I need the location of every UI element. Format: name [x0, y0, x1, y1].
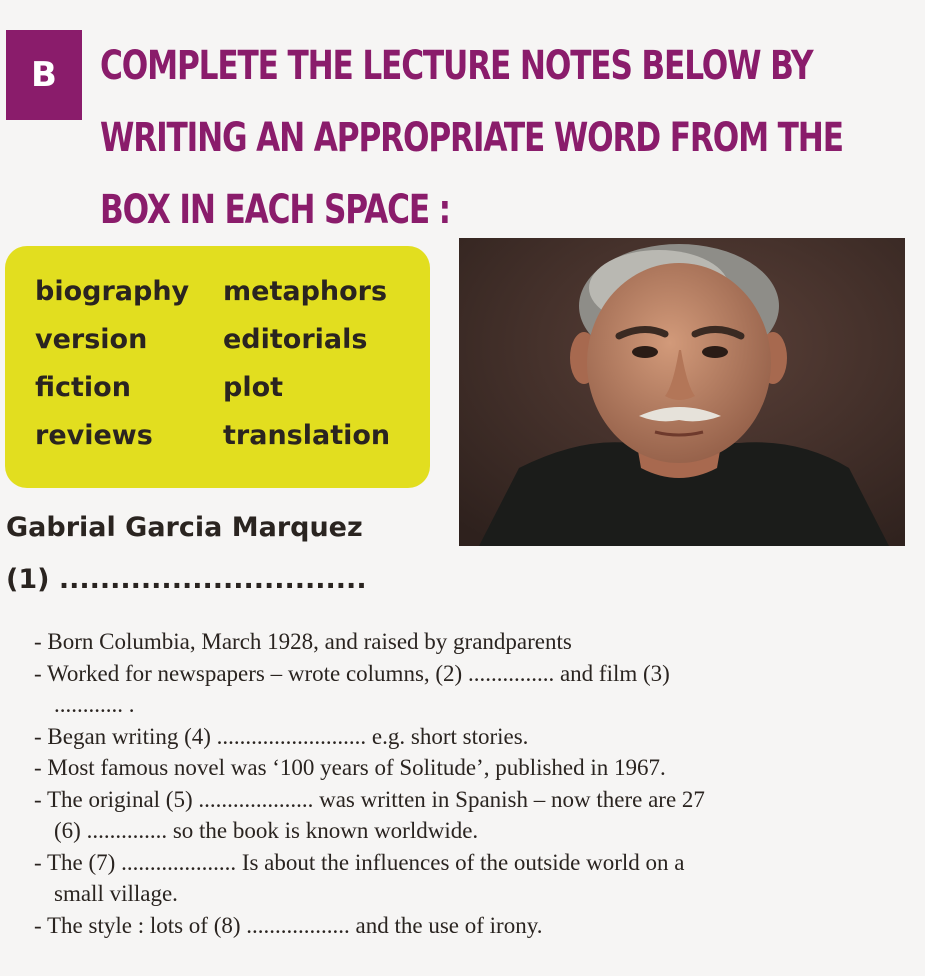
exercise-instructions [100, 30, 843, 246]
author-photo [459, 238, 905, 546]
note-line: - Worked for newspapers – wrote columns, (2) ............... and film (3) [34, 660, 670, 686]
note-line: (6) .............. so the book is known worldwide. [54, 818, 479, 843]
subject-name: Gabrial Garcia Marquez [6, 512, 363, 543]
lecture-notes [34, 626, 904, 941]
note-line: - Most famous novel was ‘100 years of Solitude’, published in 1967. [34, 755, 666, 780]
note-line: - The (7) .................... Is about the influences of the outside world on a [34, 849, 685, 875]
portrait-image [459, 238, 905, 546]
note-line: ............ . [54, 692, 135, 717]
section-badge: B [6, 30, 82, 120]
instruction-line: COMPLETE THE LECTURE NOTES BELOW BY [100, 43, 813, 89]
word-box [5, 246, 430, 488]
word-box-item: version [35, 324, 148, 355]
note-line: - The original (5) .................... was written in Spanish – now there are 27 [34, 786, 705, 812]
note-line: small village. [54, 881, 178, 906]
word-box-item: biography [35, 276, 190, 307]
note-line: - Born Columbia, March 1928, and raised by grandparents [34, 629, 572, 654]
instruction-line: BOX IN EACH SPACE : [100, 187, 450, 233]
word-box-item: metaphors [223, 276, 388, 307]
note-line: - Began writing (4) .......................... e.g. short stories. [34, 723, 529, 749]
word-box-item: translation [223, 420, 391, 451]
blank-1: (1) .............................. [6, 564, 367, 595]
word-box-item: editorials [223, 324, 368, 355]
word-box-item: plot [223, 372, 284, 403]
note-line: - The style : lots of (8) .................. and the use of irony. [34, 912, 543, 938]
instruction-line: WRITING AN APPROPRIATE WORD FROM THE [100, 115, 843, 161]
word-box-item: fiction [35, 372, 131, 403]
word-box-item: reviews [35, 420, 153, 451]
